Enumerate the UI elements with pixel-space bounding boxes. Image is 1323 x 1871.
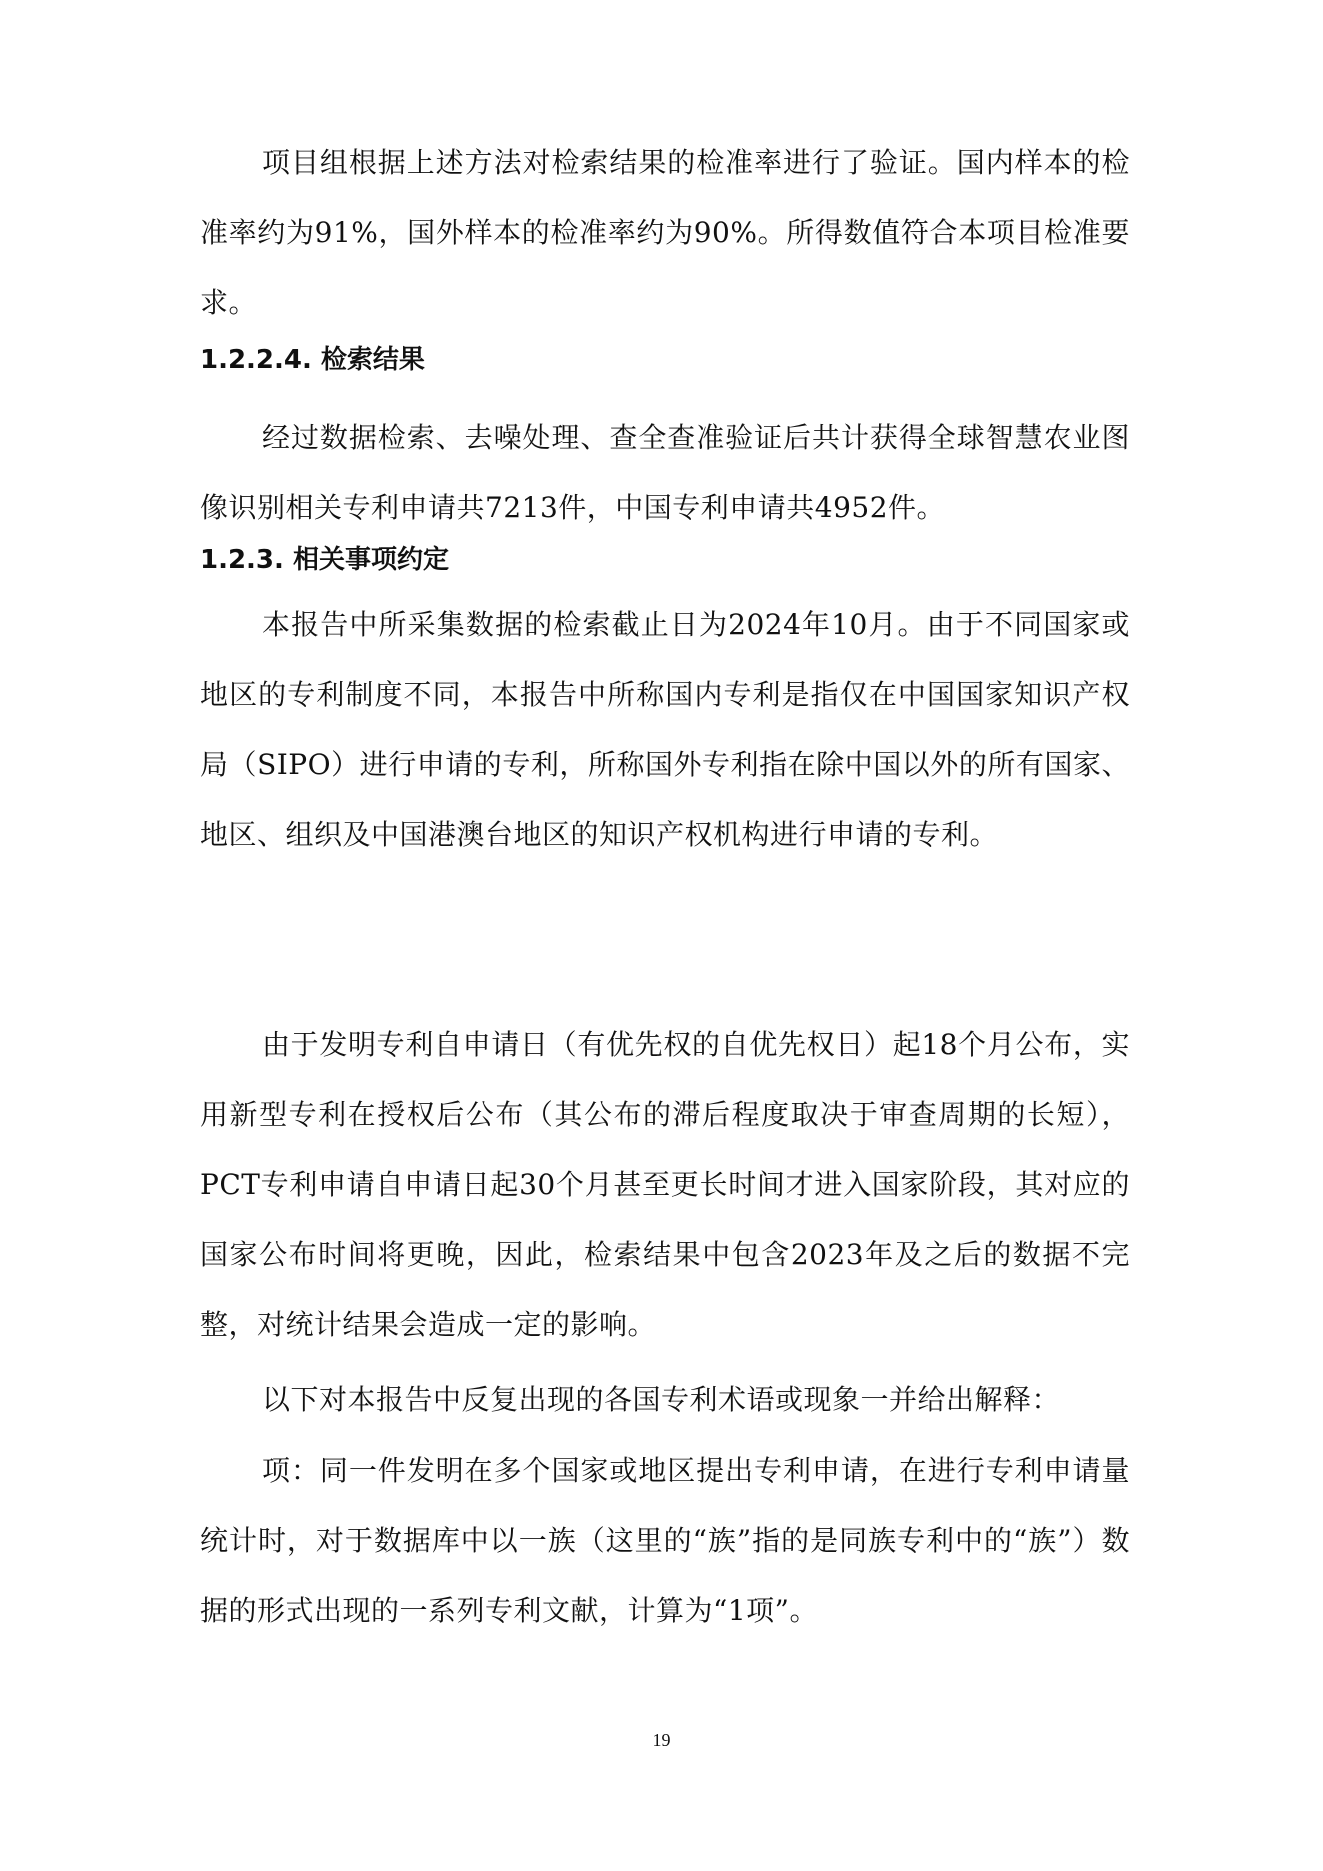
paragraph-publication-delay: 由于发明专利自申请日（有优先权的自优先权日）起18个月公布，实用新型专利在授权后公布（其公布的滞后程度取决于审查周期的长短），PCT专利申请自申请日起30个月甚至更长时间才进入国家阶段，其对应的国家公布时间将更晚，因此，检索结果中包含2023年及之后的数据不完整，对统计结果会造成一定的影响。 [200, 1028, 1130, 1341]
section-heading-search-results: 1.2.2.4. 检索结果 [200, 345, 425, 375]
section-heading-conventions: 1.2.3. 相关事项约定 [200, 545, 449, 575]
paragraph-search-results: 经过数据检索、去噪处理、查全查准验证后共计获得全球智慧农业图像识别相关专利申请共7213件，中国专利申请共4952件。 [200, 421, 1130, 524]
paragraph-verification: 项目组根据上述方法对检索结果的检准率进行了验证。国内样本的检准率约为91%，国外样本的检准率约为90%。所得数值符合本项目检准要求。 [200, 146, 1130, 319]
paragraph-term-item: 项：同一件发明在多个国家或地区提出专利申请，在进行专利申请量统计时，对于数据库中以一族（这里的“族”指的是同族专利中的“族”）数据的形式出现的一系列专利文献，计算为“1项”。 [200, 1454, 1130, 1627]
page-number: 19 [652, 1730, 671, 1750]
paragraph-cutoff-date: 本报告中所采集数据的检索截止日为2024年10月。由于不同国家或地区的专利制度不同，本报告中所称国内专利是指仅在中国国家知识产权局（SIPO）进行申请的专利，所称国外专利指在除中国以外的所有国家、地区、组织及中国港澳台地区的知识产权机构进行申请的专利。 [200, 608, 1130, 851]
paragraph-terms-intro: 以下对本报告中反复出现的各国专利术语或现象一并给出解释： [262, 1383, 1061, 1416]
